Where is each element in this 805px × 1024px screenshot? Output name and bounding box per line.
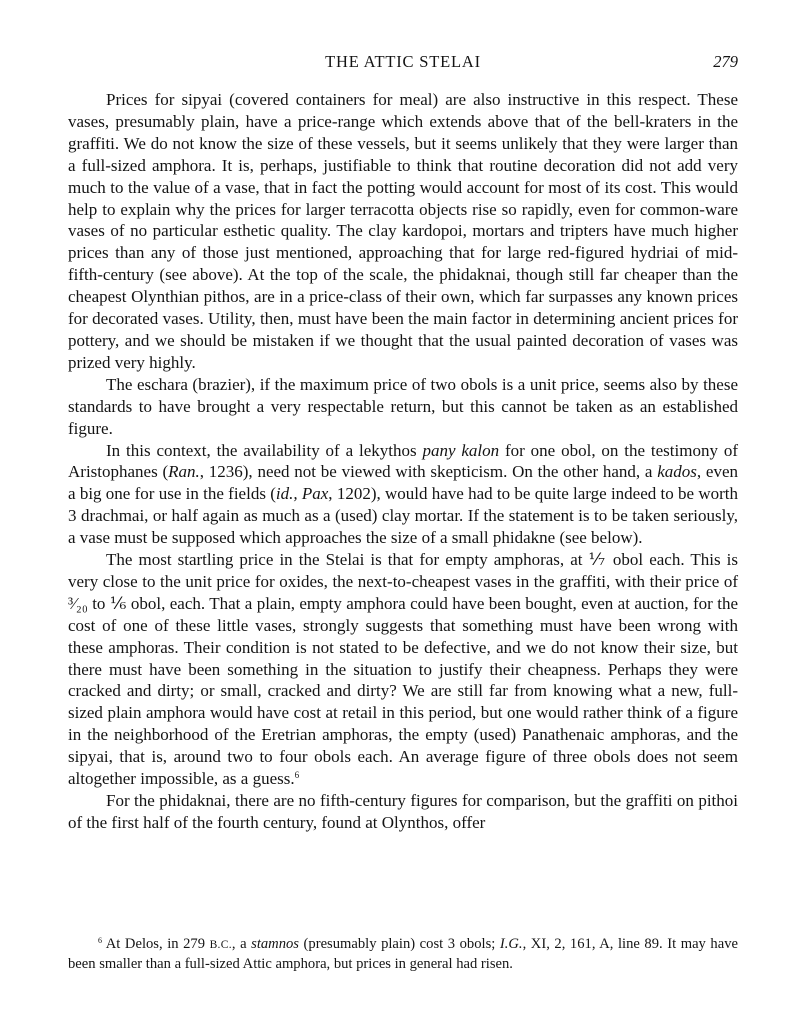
body-text xyxy=(68,89,738,834)
paragraph-text: for one obol, on the testimony of Aristophanes ( xyxy=(68,440,738,482)
paragraph-text: Prices for sipyai (covered containers for meal) are also instructive in this respect. These vases, presumably plain, have a price-range which extends above that of the bell-kraters in the graffiti. We do not know the size of these vessels, but it seems unlikely that they were larger than a full-sized amphora. It is, perhaps, justifiable to think that routine decoration did not add very much to the value of a vase, that in fact the potting would account for most of its cost. This would help to explain why the prices for larger terracotta objects rise so rapidly, even for common-ware vases of no particular esthetic quality. The clay kardopoi, mortars and tripters have much higher prices than any of those just mentioned, approaching that for large red-figured hydriai of mid-fifth-century (see above). At the top of the scale, the phidaknai, though still far cheaper than the cheapest Olynthian pithos, are in a price-class of their own, which far surpasses any known prices for decorated vases. Utility, then, must have been the main factor in determining ancient prices for pottery, and we should be mistaken if we thought that the usual painted decoration of vases was prized very highly. xyxy=(68,90,738,372)
italic-citation: I.G. xyxy=(499,936,523,952)
italic-term: kados xyxy=(657,462,697,482)
footnote-segment: At Delos, in 279 xyxy=(102,936,210,952)
paragraph-text: In this context, the availability of a lekythos xyxy=(106,440,423,460)
paragraph-text: , 1202), would have had to be quite large indeed to be worth 3 drachmai, or half again as much as a (used) clay mortar. If the statement is to be taken seriously, a vase must be supposed which approaches the size of a small phidakne (see below). xyxy=(68,484,738,548)
running-header xyxy=(68,52,738,74)
era-abbreviation: B.C. xyxy=(209,939,232,951)
footnote-marker: 6 xyxy=(98,936,102,945)
paragraph-text: , 1236), need not be viewed with skepticism. On the other hand, a xyxy=(199,462,658,482)
paragraph-text: , even a big one for use in the fields ( xyxy=(68,462,738,504)
paragraph-amphoras xyxy=(68,549,738,790)
footnote-segment: (presumably plain) cost 3 obols; xyxy=(298,936,500,952)
footnote-reference[interactable]: 6 xyxy=(294,770,300,781)
footnote-text xyxy=(68,935,738,974)
running-title: THE ATTIC STELAI xyxy=(325,52,481,71)
paragraph-eschara xyxy=(68,374,738,440)
italic-citation: id., Pax xyxy=(275,484,329,504)
footnote-segment: , a xyxy=(231,936,252,952)
paragraph-text: The eschara (brazier), if the maximum price of two obols is a unit price, seems also by these standards to have brought a very respectable return, but this cannot be taken as an established figure. xyxy=(68,374,738,438)
page-number: 279 xyxy=(713,52,738,71)
italic-term: pany kalon xyxy=(422,440,500,460)
paragraph-lekythos xyxy=(68,440,738,550)
italic-citation: Ran. xyxy=(168,462,200,482)
footnote xyxy=(68,935,738,974)
paragraph-text: The most startling price in the Stelai is that for empty amphoras, at ⅐ obol each. This is very close to the unit price for oxides, the next-to-cheapest vases in the graffiti, with their price of ³⁄₂₀ to ⅙ obol, each. That a plain, empty amphora could have been bought, even at auction, for the cost of one of these little vases, strongly suggests that something must have been wrong with these amphoras. Their condition is not stated to be defective, and we do not know their size, but there must have been something in the situation to justify their cheapness. Perhaps they were cracked and dirty; or small, cracked and dirty? We are still far from knowing what a new, full-sized plain amphora would have cost at retail in this period, but one would rather think of a figure in the neighborhood of the Eretrian amphoras, the empty (used) Panathenaic amphoras, and the sipyai, that is, around two to four obols each. An average figure of three obols does not seem altogether impossible, as a guess. xyxy=(68,550,738,789)
italic-term: stamnos xyxy=(251,936,299,952)
footnote-segment: , XI, 2, 161, A, line 89. It may have been smaller than a full-sized Attic amphora, but prices in general had risen. xyxy=(68,936,738,972)
paragraph-sipyai xyxy=(68,89,738,374)
paragraph-phidaknai xyxy=(68,790,738,834)
paragraph-text: For the phidaknai, there are no fifth-century figures for comparison, but the graffiti on pithoi of the first half of the fourth century, found at Olynthos, offer xyxy=(68,791,738,832)
